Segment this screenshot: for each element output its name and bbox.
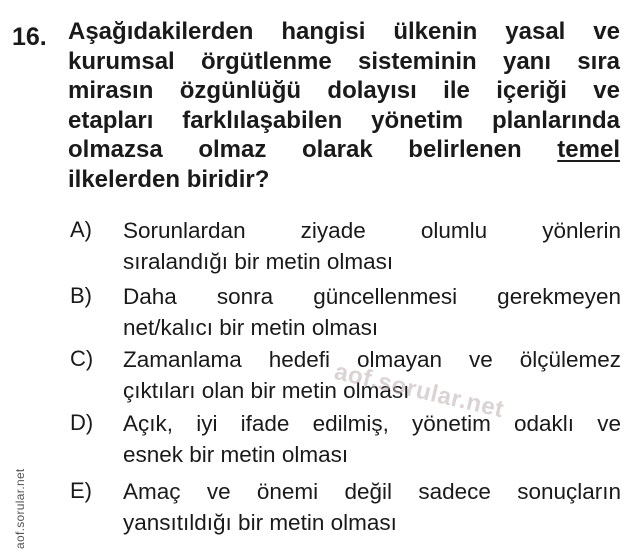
- option-a[interactable]: [70, 215, 622, 275]
- question-number: 16.: [12, 23, 47, 51]
- underlined-keyword: temel: [557, 136, 620, 163]
- stem-line: mirasın özgünlüğü dolayısı ile içeriği ve: [68, 77, 620, 104]
- option-e[interactable]: [70, 476, 622, 536]
- option-d[interactable]: [70, 408, 622, 468]
- option-text: [123, 408, 621, 470]
- option-line: çıktıları olan bir metin olması: [123, 378, 410, 403]
- stem-line-text: olmazsa olmaz olarak belirlenen: [68, 136, 522, 163]
- option-line: yansıtıldığı bir metin olması: [123, 510, 397, 535]
- option-line: Amaç ve önemi değil sadece sonuçların: [123, 479, 621, 504]
- watermark-center: aof.sorular.net: [331, 358, 507, 424]
- option-line: sıralandığı bir metin olması: [123, 249, 394, 274]
- option-line: net/kalıcı bir metin olması: [123, 315, 379, 340]
- option-letter: C): [70, 346, 94, 371]
- stem-line: ilkelerden biridir?: [68, 165, 270, 193]
- question-stem: [68, 17, 620, 194]
- option-letter: D): [70, 410, 94, 435]
- option-text: [123, 281, 621, 343]
- watermark-side: aof.sorular.net: [13, 468, 27, 549]
- option-line: Daha sonra güncellenmesi gerekmeyen: [123, 284, 621, 309]
- option-letter: E): [70, 478, 92, 503]
- option-text: [123, 215, 621, 277]
- option-text: [123, 476, 621, 538]
- stem-line: etapları farklılaşabilen yönetim planlarında: [68, 106, 620, 134]
- option-b[interactable]: [70, 281, 622, 341]
- stem-line: kurumsal örgütlenme sisteminin yanı sıra: [68, 47, 620, 75]
- option-line: Açık, iyi ifade edilmiş, yönetim odaklı ve: [123, 411, 621, 436]
- option-letter: B): [70, 283, 92, 308]
- stem-line-with-underline: [68, 135, 620, 165]
- option-line: Zamanlama hedefi olmayan ve ölçülemez: [123, 347, 621, 372]
- option-line: esnek bir metin olması: [123, 442, 349, 467]
- option-line: Sorunlardan ziyade olumlu yönlerin: [123, 218, 621, 243]
- option-letter: A): [70, 217, 92, 242]
- stem-line: Aşağıdakilerden hangisi ülkenin yasal ve: [68, 18, 620, 45]
